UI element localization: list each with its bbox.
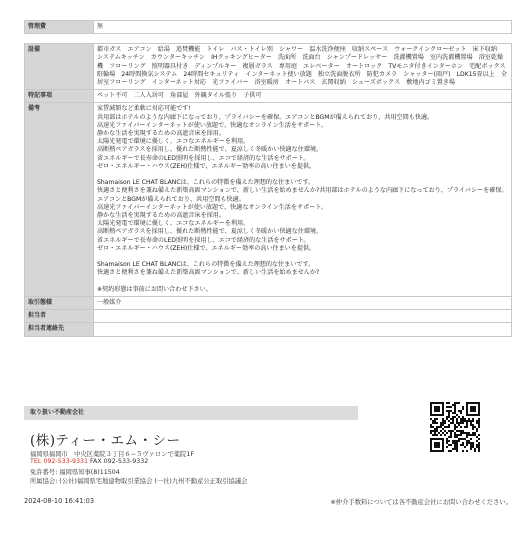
remarks-value	[94, 103, 512, 297]
management-fee-label: 管理費	[25, 21, 94, 34]
remarks-paragraph: Shamaison LE CHAT BLANCは、これらの特徴を備えた理想的な住まいです。 快適さと便利さを兼ね備えた新築高級マンションで、新しい生活を始めませんか?共用部はホテルのような内廊下になっており、プライバシーを確保。エアコンとBGMが備えられており、共用空間も快適。 高速光ファイバーインターネットが使い放題で、快適なオンライン生活をサポート。 静かな生活を実現するための高遮音床を採用。 太陽光発電で環境に優しく、エコなエネルギーを利用。 高断熱ペアガラスを採用し、優れた断熱性能で、夏涼しく冬暖かい快適な住環境。 省エネルギーで長寿命のLED照明を採用し、エコで経済的な生活をサポート。 ゼロ・エネルギー・ハウス(ZEH)仕様で、エネルギー効率の高い住まいを提供。	[97, 179, 508, 252]
property-detail-table	[24, 20, 512, 337]
footer-note: ※仲介手数料については各不動産会社にお問い合わせください。	[330, 499, 512, 506]
agency-license: 免許番号: 福岡県知事(8)11504	[30, 469, 120, 476]
contact-row	[25, 323, 512, 336]
footer-datetime: 2024-08-10 16:41:03	[24, 497, 95, 505]
person-in-charge-value	[94, 310, 512, 323]
transaction-type-label: 取引態様	[25, 297, 94, 310]
agency-phone-line	[30, 458, 148, 465]
contact-label: 担当者連絡先	[25, 323, 94, 336]
agency-name: (株)ティー・エム・シー	[30, 433, 181, 449]
transaction-type-value: 一般媒介	[94, 297, 512, 310]
remarks-paragraph: ※契約形態は事前にお問い合わせ下さい。	[97, 285, 212, 293]
equipment-label: 設備	[25, 44, 94, 90]
remarks-paragraph: Shamaison LE CHAT BLANCは、これらの特徴を備えた理想的な住まいです。 快適さと便利さを兼ね備えた新築高級マンションで、新しい生活を始めませんか?	[97, 261, 320, 277]
tel-link[interactable]: 092-533-9331	[43, 458, 88, 465]
contact-value	[94, 323, 512, 336]
agency-association: 所属協会: (公社)福岡県宅地建物取引業協会 (一社)九州不動産公正取引協議会	[30, 478, 248, 485]
agency-address: 福岡県福岡市 中央区薬院３丁目６−５ヴァロンで薬院1F	[30, 451, 194, 458]
equipment-row	[25, 44, 512, 90]
remarks-row	[25, 103, 512, 297]
special-notes-row	[25, 90, 512, 103]
remarks-label: 備考	[25, 103, 94, 297]
person-in-charge-row	[25, 310, 512, 323]
management-fee-row	[25, 21, 512, 34]
equipment-value: 都市ガス エアコン 給湯 追焚機能 トイレ バス・トイレ別 シャワー 温水洗浄便座 収納スペース ウォークインクローゼット 床下収納 システムキッチン カウンターキッチン IHクッキングヒーター 洗面所 洗面台 シャンプードレッサー 洗濯機置場 室内洗濯機置場 浴室乾燥機 フローリング 照明器具付き ディンプルキー 複層ガラス 専用庭 エレベーター オートロック TVモニタ付きインターホン 宅配ボックス 駐輪場 24時間換気システム 24時間セキュリティ インターネット使い放題 独立洗面脱衣所 防犯カメラ シャッター(雨戸) LDK15畳以上 全居室フローリング インターネット対応 光ファイバー 浴室暖房 オートバス 玄関収納 シューズボックス 敷地内ゴミ置き場	[94, 44, 512, 90]
fax-number: FAX 092-533-9332	[89, 458, 149, 465]
agency-header: 取り扱い不動産会社	[24, 406, 358, 420]
transaction-type-row	[25, 297, 512, 310]
qr-code-icon	[430, 402, 480, 452]
special-notes-label: 特記事項	[25, 90, 94, 103]
special-notes-value: ペット不可 二人入居可 角部屋 外観タイル張り 子供可	[94, 90, 512, 103]
person-in-charge-label: 担当者	[25, 310, 94, 323]
tel-label: TEL	[30, 458, 42, 465]
remarks-paragraph: 家賃減額など柔軟に対応可能です! 共用部はホテルのような内廊下になっており、プライバシーを確保。エアコンとBGMが備えられており、共用空間も快適。 高速光ファイバーインターネットが使い放題で、快適なオンライン生活をサポート。 静かな生活を実現するための高遮音床を採用。 太陽光発電で環境に優しく、エコなエネルギーを利用。 高断熱ペアガラスを採用し、優れた断熱性能で、夏涼しく冬暖かい快適な住環境。 省エネルギーで長寿命のLED照明を採用し、エコで経済的な生活をサポート。 ゼロ・エネルギー・ハウス(ZEH)仕様で、エネルギー効率の高い住まいを提供。	[97, 105, 434, 170]
management-fee-value: 無	[94, 21, 512, 34]
